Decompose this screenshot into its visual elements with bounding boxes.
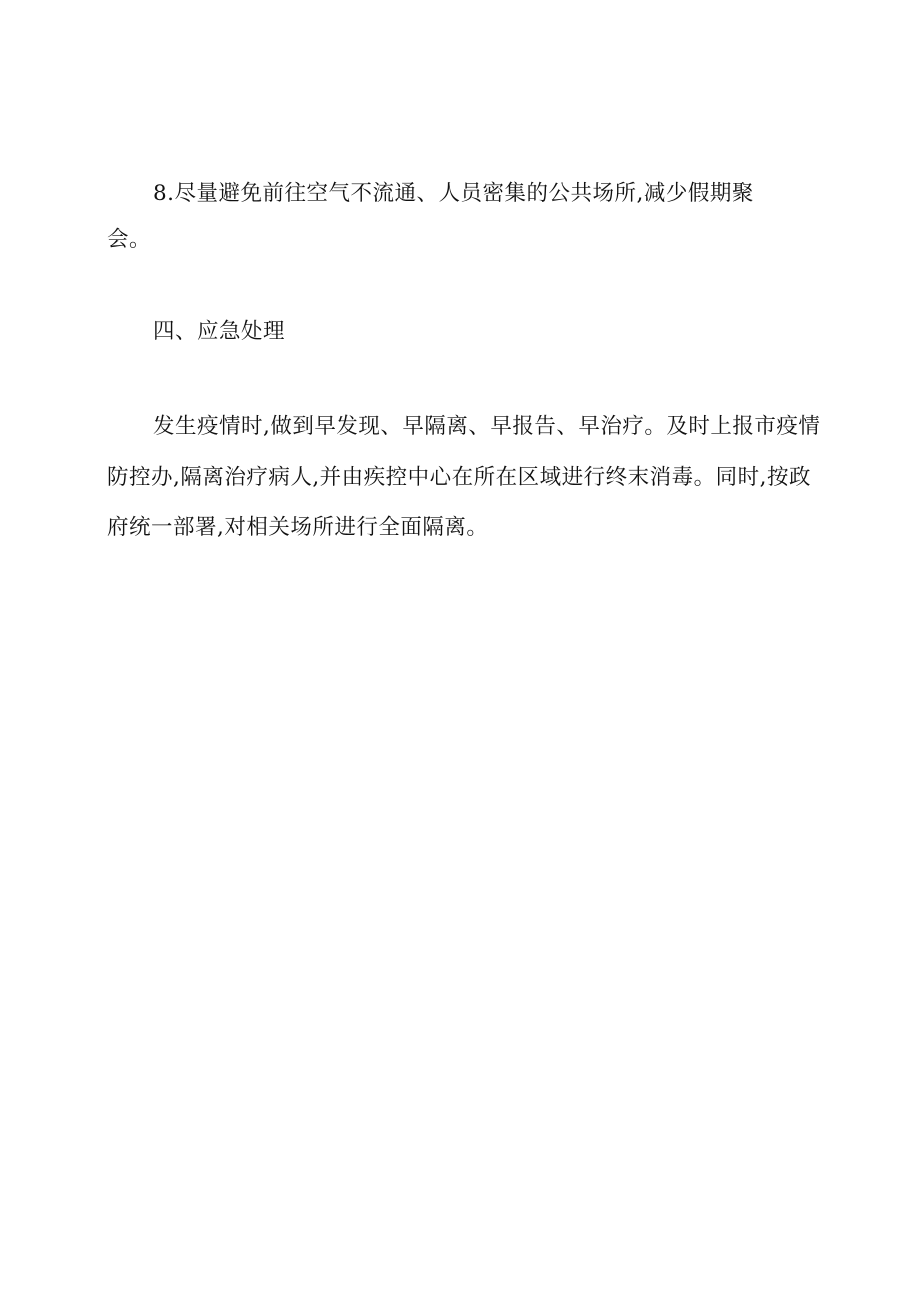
section-heading: 四、应急处理 <box>153 319 286 344</box>
item-8-line-1: 8.尽量避免前往空气不流通、人员密集的公共场所,减少假期聚 <box>153 181 754 206</box>
item-8-line-2: 会。 <box>107 227 152 252</box>
paragraph-line-1: 发生疫情时,做到早发现、早隔离、早报告、早治疗。及时上报市疫情 <box>153 414 821 439</box>
paragraph-line-3: 府统一部署,对相关场所进行全面隔离。 <box>107 515 489 540</box>
paragraph-line-2: 防控办,隔离治疗病人,并由疾控中心在所在区域进行终末消毒。同时,按政 <box>107 465 812 490</box>
